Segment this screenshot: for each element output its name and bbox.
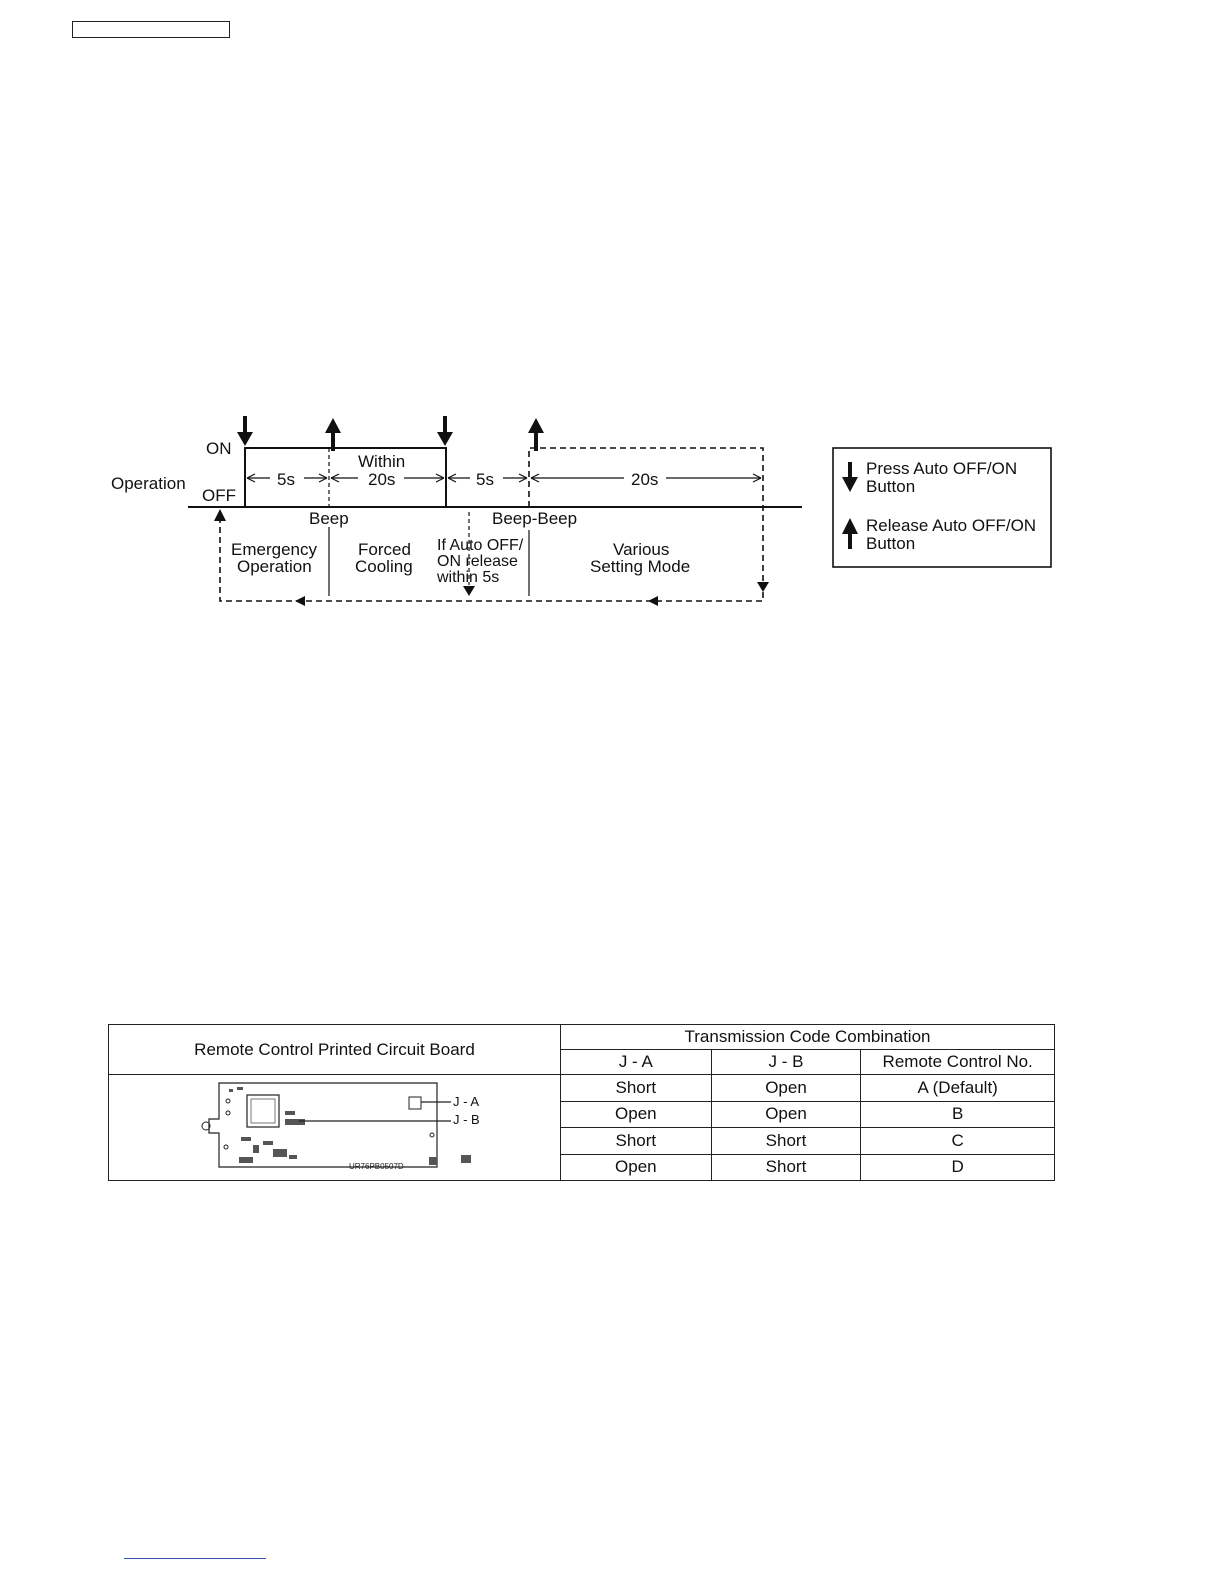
pcb-illustration-cell <box>109 1075 561 1181</box>
table-cell: Open <box>711 1101 861 1128</box>
if-auto-label: within 5s <box>437 569 500 586</box>
down-arrow-icon <box>237 416 253 446</box>
triangle-down-icon <box>463 586 475 596</box>
off-label: OFF <box>202 486 236 505</box>
column-header: Remote Control No. <box>861 1050 1055 1075</box>
legend-release: Release Auto OFF/ON <box>866 516 1037 535</box>
interval-label: 20s <box>368 470 396 489</box>
pcb-label-jb: J - B <box>453 1112 481 1127</box>
down-arrow-icon <box>842 462 858 492</box>
up-arrow-icon <box>842 518 858 549</box>
interval-label: 20s <box>631 470 659 489</box>
transmission-code-table <box>108 1024 1055 1181</box>
if-auto-label: ON release <box>437 553 518 570</box>
column-header: J - B <box>711 1050 861 1075</box>
forced-label: Forced <box>358 540 411 559</box>
within-label: Within <box>358 452 406 471</box>
legend-press: Press Auto OFF/ON <box>866 459 1018 478</box>
table-cell: Open <box>560 1154 711 1181</box>
legend-release: Button <box>866 534 916 553</box>
up-arrow-icon <box>528 418 544 451</box>
up-arrow-icon <box>325 418 341 451</box>
various-label: Various <box>613 540 670 559</box>
various-label: Setting Mode <box>590 557 691 576</box>
on-label: ON <box>206 439 232 458</box>
emergency-label: Emergency <box>231 540 317 559</box>
forced-label: Cooling <box>355 557 413 576</box>
board-header: Remote Control Printed Circuit Board <box>109 1025 561 1075</box>
table-cell: Short <box>560 1075 711 1102</box>
table-cell: A (Default) <box>861 1075 1055 1102</box>
table-cell: B <box>861 1101 1055 1128</box>
table-cell: Short <box>711 1128 861 1155</box>
pcb-image <box>109 1075 559 1175</box>
table-cell: D <box>861 1154 1055 1181</box>
column-header: J - A <box>560 1050 711 1075</box>
if-auto-label: If Auto OFF/ <box>437 537 524 554</box>
interval-label: 5s <box>277 470 295 489</box>
interval-label: 5s <box>476 470 494 489</box>
combo-header: Transmission Code Combination <box>560 1025 1054 1050</box>
triangle-up-icon <box>214 509 226 521</box>
table-cell: Short <box>560 1128 711 1155</box>
triangle-down-icon <box>757 582 769 592</box>
table-cell: C <box>861 1128 1055 1155</box>
beep-label: Beep <box>309 509 349 528</box>
table-cell: Open <box>711 1075 861 1102</box>
down-arrow-icon <box>437 416 453 446</box>
operation-label: Operation <box>111 474 186 493</box>
pcb-part-number: UR76PB0507D <box>349 1162 405 1171</box>
footer-link-line <box>124 1558 266 1559</box>
table-row <box>109 1075 1055 1102</box>
interval-dimensions <box>247 474 761 482</box>
triangle-left-icon <box>295 596 305 606</box>
emergency-label: Operation <box>237 557 312 576</box>
pcb-label-ja: J - A <box>453 1094 480 1109</box>
legend <box>833 448 1051 567</box>
legend-press: Button <box>866 477 916 496</box>
triangle-left-icon <box>648 596 658 606</box>
beep-beep-label: Beep-Beep <box>492 509 578 528</box>
table-cell: Short <box>711 1154 861 1181</box>
timing-diagram <box>0 0 1224 640</box>
table-cell: Open <box>560 1101 711 1128</box>
